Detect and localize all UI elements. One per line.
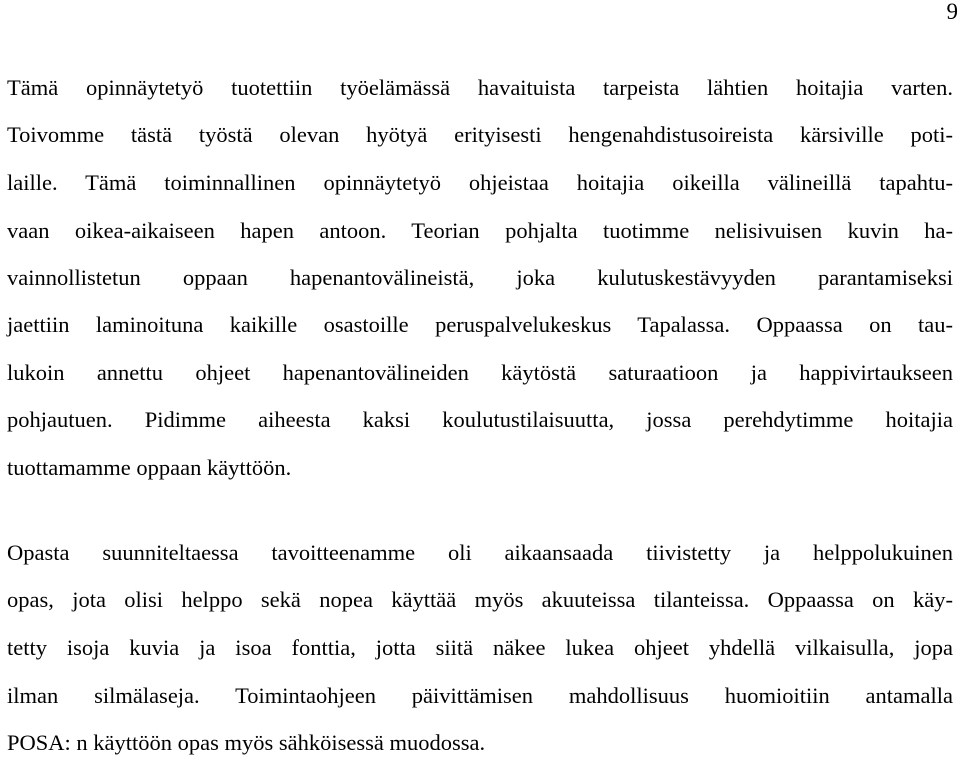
paragraph-line: jaettiin laminoituna kaikille osastoille peruspalvelukeskus Tapalassa. Oppaassa on tau-: [7, 312, 953, 337]
paragraph-line: POSA: n käyttöön opas myös sähköisessä muodossa.: [7, 730, 486, 755]
paragraph-line: Opasta suunniteltaessa tavoitteenamme oli aikaansaada tiivistetty ja helppolukuinen: [7, 540, 953, 565]
paragraph-line: Toivomme tästä työstä olevan hyötyä erityisesti hengenahdistusoireista kärsiville poti-: [7, 122, 953, 147]
paragraph-line: ilman silmälaseja. Toimintaohjeen päivittämisen mahdollisuus huomioitiin antamalla: [7, 683, 953, 708]
paragraph-line: tetty isoja kuvia ja isoa fonttia, jotta siitä näkee lukea ohjeet yhdellä vilkaisulla, jopa: [7, 635, 953, 660]
paragraph-line: laille. Tämä toiminnallinen opinnäytetyö ohjeistaa hoitajia oikeilla välineillä tapahtu-: [7, 170, 953, 195]
paragraph-line: opas, jota olisi helppo sekä nopea käyttää myös akuuteissa tilanteissa. Oppaassa on käy-: [7, 587, 953, 612]
paragraph-line: lukoin annettu ohjeet hapenantovälineiden käytöstä saturaatioon ja happivirtaukseen: [7, 360, 953, 385]
paragraph-line: vaan oikea-aikaiseen hapen antoon. Teorian pohjalta tuotimme nelisivuisen kuvin ha-: [7, 218, 953, 243]
paragraph-line: vainnollistetun oppaan hapenantovälineistä, joka kulutuskestävyyden parantamiseksi: [7, 265, 953, 290]
paragraph-line: tuottamamme oppaan käyttöön.: [7, 455, 292, 480]
paragraph-line: Tämä opinnäytetyö tuotettiin työelämässä havaituista tarpeista lähtien hoitajia varten.: [7, 75, 953, 100]
paragraph-line: pohjautuen. Pidimme aiheesta kaksi koulutustilaisuutta, jossa perehdytimme hoitajia: [7, 407, 953, 432]
page-number: 9: [946, 0, 958, 24]
